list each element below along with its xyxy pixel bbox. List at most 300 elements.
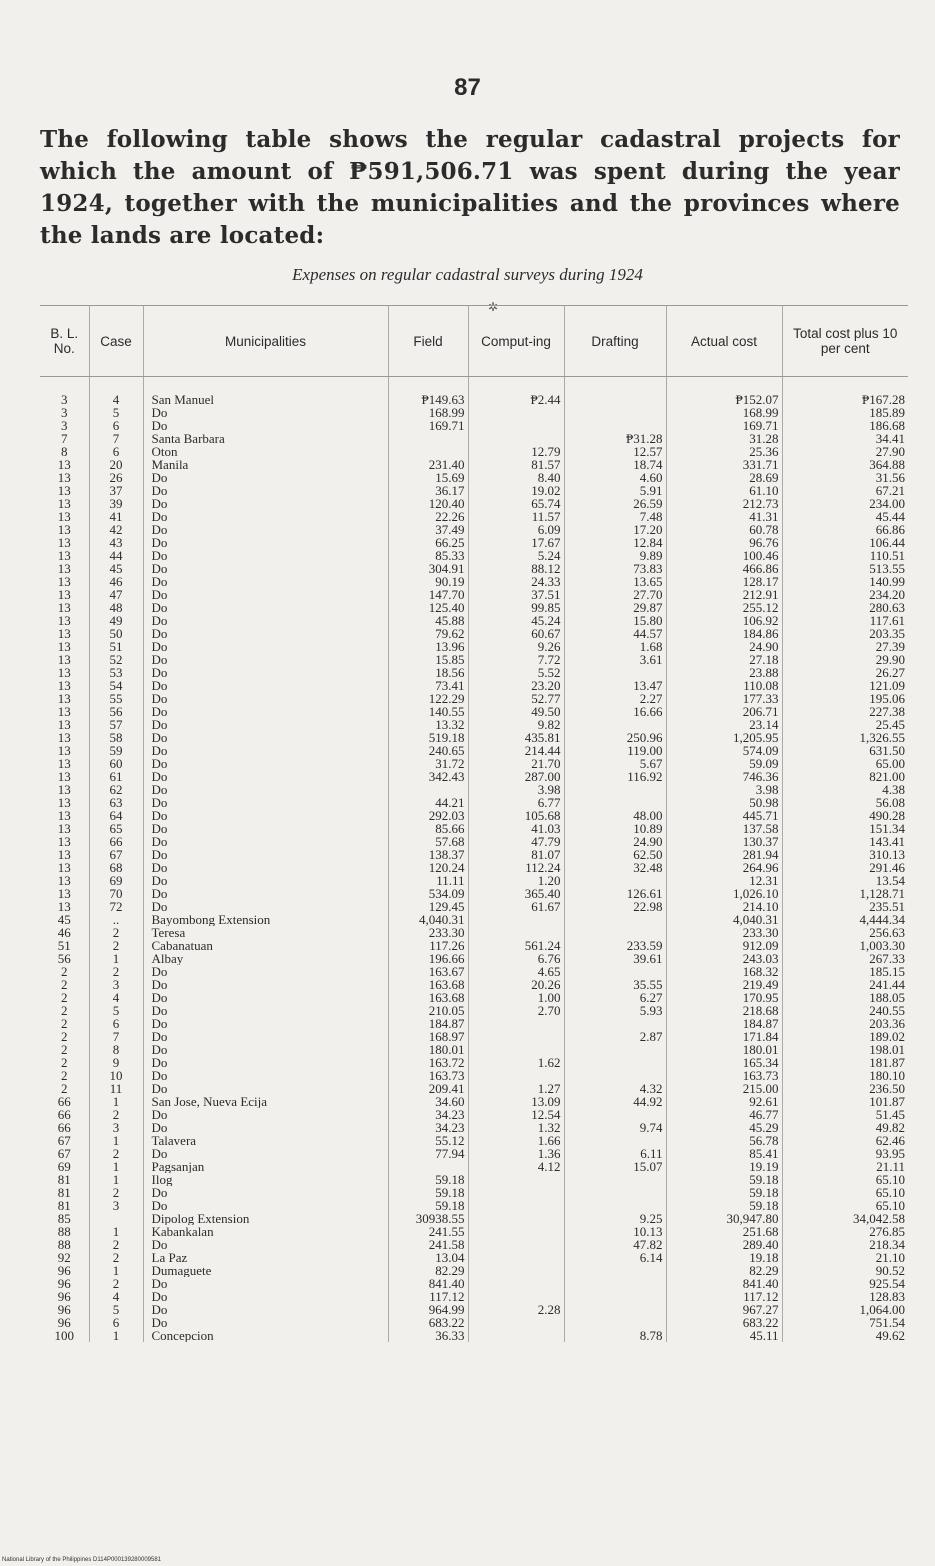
cell-field: 163.67 [388, 965, 468, 978]
header-field: Field [388, 306, 468, 377]
cell-field: 77.94 [388, 1147, 468, 1160]
cell-computing: 1.00 [468, 991, 564, 1004]
cell-municipality: Santa Barbara [143, 432, 388, 445]
table-row [40, 419, 908, 432]
cell-municipality: Do [143, 731, 388, 744]
cell-drafting [564, 1290, 666, 1303]
cell-actual-cost: 27.18 [666, 653, 782, 666]
cell-total-cost: 45.44 [782, 510, 908, 523]
cell-drafting: 24.90 [564, 835, 666, 848]
cell-total-cost: 56.08 [782, 796, 908, 809]
cell-actual-cost: 137.58 [666, 822, 782, 835]
cell-computing [468, 1043, 564, 1056]
cell-actual-cost: 251.68 [666, 1225, 782, 1238]
cell-drafting: 39.61 [564, 952, 666, 965]
cell-total-cost: 218.34 [782, 1238, 908, 1251]
cell-actual-cost: 168.99 [666, 406, 782, 419]
cell-drafting: 10.13 [564, 1225, 666, 1238]
cell-municipality: Do [143, 510, 388, 523]
table-row [40, 1108, 908, 1121]
cell-case: 70 [89, 887, 143, 900]
table-row [40, 900, 908, 913]
cell-case: 2 [89, 1277, 143, 1290]
cell-actual-cost: 130.37 [666, 835, 782, 848]
header-case: Case [89, 306, 143, 377]
cell-drafting [564, 1264, 666, 1277]
cell-bl-no: 13 [57, 523, 71, 536]
cell-actual-cost: 281.94 [666, 848, 782, 861]
cell-municipality: Do [143, 484, 388, 497]
cell-field: 240.65 [388, 744, 468, 757]
cell-case: 5 [89, 1303, 143, 1316]
cell-field: 55.12 [388, 1134, 468, 1147]
cell-field: 13.32 [388, 718, 468, 731]
cell-drafting [564, 1043, 666, 1056]
cell-drafting [564, 419, 666, 432]
cell-actual-cost: 574.09 [666, 744, 782, 757]
cell-total-cost: 49.82 [782, 1121, 908, 1134]
table-row [40, 783, 908, 796]
cell-bl-no: 13 [57, 835, 71, 848]
cell-bl-no: 96 [57, 1264, 71, 1277]
cell-case: 11 [89, 1082, 143, 1095]
cell-case: 2 [89, 965, 143, 978]
cell-case: 63 [89, 796, 143, 809]
cell-total-cost: 267.33 [782, 952, 908, 965]
cell-case: 64 [89, 809, 143, 822]
cell-case: 2 [89, 1147, 143, 1160]
cell-case: 6 [89, 445, 143, 458]
cell-computing [468, 1199, 564, 1212]
cell-field: 59.18 [388, 1173, 468, 1186]
cell-field [388, 432, 468, 445]
header-total-cost: Total cost plus 10 per cent [782, 306, 908, 377]
cell-municipality: Ilog [143, 1173, 388, 1186]
cell-computing: ₱2.44 [468, 377, 564, 407]
cell-computing: 19.02 [468, 484, 564, 497]
cell-municipality: Do [143, 419, 388, 432]
cell-drafting: 119.00 [564, 744, 666, 757]
table-row [40, 1043, 908, 1056]
header-municipalities: Municipalities [143, 306, 388, 377]
cell-total-cost: 140.99 [782, 575, 908, 588]
table-header-row [40, 306, 908, 377]
cell-actual-cost: 3.98 [666, 783, 782, 796]
cell-drafting: 17.20 [564, 523, 666, 536]
cell-total-cost: 203.36 [782, 1017, 908, 1030]
table-row [40, 1160, 908, 1173]
cell-case: 67 [89, 848, 143, 861]
cell-municipality: Do [143, 627, 388, 640]
cell-drafting [564, 718, 666, 731]
cell-drafting [564, 666, 666, 679]
cell-computing: 6.09 [468, 523, 564, 536]
table-row [40, 445, 908, 458]
cell-total-cost: 93.95 [782, 1147, 908, 1160]
cell-total-cost: 29.90 [782, 653, 908, 666]
cell-bl-no: 51 [57, 939, 71, 952]
cell-computing: 4.12 [468, 1160, 564, 1173]
table-row [40, 1212, 908, 1225]
table-row [40, 1134, 908, 1147]
cell-actual-cost: 841.40 [666, 1277, 782, 1290]
cell-field: 138.37 [388, 848, 468, 861]
cell-field: 85.33 [388, 549, 468, 562]
cell-total-cost: 65.10 [782, 1199, 908, 1212]
cell-bl-no: 81 [57, 1199, 71, 1212]
cell-field: 11.11 [388, 874, 468, 887]
cell-drafting: 5.91 [564, 484, 666, 497]
cell-field [388, 783, 468, 796]
cell-drafting: 22.98 [564, 900, 666, 913]
cell-actual-cost: 59.18 [666, 1186, 782, 1199]
cell-case: 10 [89, 1069, 143, 1082]
cell-actual-cost: 171.84 [666, 1030, 782, 1043]
table-row [40, 1173, 908, 1186]
cell-actual-cost: 264.96 [666, 861, 782, 874]
cell-drafting [564, 1056, 666, 1069]
cell-case: 45 [89, 562, 143, 575]
table-row [40, 822, 908, 835]
cell-bl-no: 92 [57, 1251, 71, 1264]
cell-case: 2 [89, 926, 143, 939]
cell-total-cost: 65.10 [782, 1186, 908, 1199]
cell-drafting: 47.82 [564, 1238, 666, 1251]
cell-field [388, 445, 468, 458]
cell-bl-no: 13 [57, 640, 71, 653]
cell-computing: 214.44 [468, 744, 564, 757]
cell-case: 1 [89, 1160, 143, 1173]
cell-drafting: 8.78 [564, 1329, 666, 1342]
table-row [40, 1251, 908, 1264]
cell-municipality: Do [143, 1069, 388, 1082]
cell-actual-cost: 169.71 [666, 419, 782, 432]
cell-total-cost: 364.88 [782, 458, 908, 471]
cell-total-cost: 101.87 [782, 1095, 908, 1108]
cell-computing: 8.40 [468, 471, 564, 484]
cell-drafting: 15.07 [564, 1160, 666, 1173]
cell-actual-cost: 117.12 [666, 1290, 782, 1303]
cell-bl-no: 13 [57, 822, 71, 835]
cell-computing: 12.54 [468, 1108, 564, 1121]
cell-total-cost: 106.44 [782, 536, 908, 549]
cell-field: 180.01 [388, 1043, 468, 1056]
cell-drafting [564, 1134, 666, 1147]
cell-field: 13.04 [388, 1251, 468, 1264]
cell-computing: 4.65 [468, 965, 564, 978]
cell-actual-cost: 683.22 [666, 1316, 782, 1329]
cell-bl-no: 13 [57, 770, 71, 783]
cell-bl-no: 13 [57, 900, 71, 913]
cell-drafting: 10.89 [564, 822, 666, 835]
cell-actual-cost: 219.49 [666, 978, 782, 991]
cell-actual-cost: 255.12 [666, 601, 782, 614]
cell-total-cost: 34,042.58 [782, 1212, 908, 1225]
cell-case [89, 1212, 143, 1225]
cell-bl-no: 13 [57, 471, 71, 484]
cell-total-cost: 49.62 [782, 1329, 908, 1342]
table-body [40, 377, 908, 1343]
cell-case: 3 [89, 1199, 143, 1212]
cell-field: 184.87 [388, 1017, 468, 1030]
cell-computing: 1.32 [468, 1121, 564, 1134]
cell-total-cost: 186.68 [782, 419, 908, 432]
cell-total-cost: 234.00 [782, 497, 908, 510]
cell-municipality: Do [143, 666, 388, 679]
table-row [40, 1017, 908, 1030]
cell-municipality: Bayombong Extension [143, 913, 388, 926]
cell-municipality: Pagsanjan [143, 1160, 388, 1173]
cell-actual-cost: 1,205.95 [666, 731, 782, 744]
cell-drafting: 116.92 [564, 770, 666, 783]
cell-actual-cost: 56.78 [666, 1134, 782, 1147]
cell-total-cost: 291.46 [782, 861, 908, 874]
cell-actual-cost: 1,026.10 [666, 887, 782, 900]
cell-drafting [564, 913, 666, 926]
cell-computing: 65.74 [468, 497, 564, 510]
cell-case: 49 [89, 614, 143, 627]
cell-case: 60 [89, 757, 143, 770]
table-row [40, 432, 908, 445]
cell-case: 44 [89, 549, 143, 562]
cell-field: 37.49 [388, 523, 468, 536]
cell-municipality: Do [143, 1121, 388, 1134]
cell-drafting [564, 926, 666, 939]
cell-case: 1 [89, 1173, 143, 1186]
cell-field: 30938.55 [388, 1212, 468, 1225]
table-row [40, 705, 908, 718]
cell-actual-cost: 177.33 [666, 692, 782, 705]
table-caption: Expenses on regular cadastral surveys during 1924 [292, 265, 643, 284]
cell-drafting: 3.61 [564, 653, 666, 666]
cell-municipality: Oton [143, 445, 388, 458]
cell-case: 50 [89, 627, 143, 640]
cell-case: 1 [89, 1225, 143, 1238]
cell-municipality: Do [143, 1030, 388, 1043]
table-row [40, 1056, 908, 1069]
cell-case: 2 [89, 1108, 143, 1121]
cell-case: 4 [89, 377, 143, 407]
cell-actual-cost: 45.29 [666, 1121, 782, 1134]
table-row [40, 1329, 908, 1342]
cell-drafting [564, 377, 666, 407]
cell-computing: 1.36 [468, 1147, 564, 1160]
cell-field: 292.03 [388, 809, 468, 822]
cell-case: 65 [89, 822, 143, 835]
cell-case: 7 [89, 432, 143, 445]
cell-field: 22.26 [388, 510, 468, 523]
cell-case: 47 [89, 588, 143, 601]
table-row [40, 406, 908, 419]
cell-computing [468, 1069, 564, 1082]
cell-bl-no: 2 [61, 1004, 68, 1017]
cell-municipality: Do [143, 562, 388, 575]
cell-actual-cost: 215.00 [666, 1082, 782, 1095]
cell-actual-cost: 967.27 [666, 1303, 782, 1316]
cell-total-cost: 256.63 [782, 926, 908, 939]
cell-drafting: 32.48 [564, 861, 666, 874]
cell-case: 1 [89, 1264, 143, 1277]
cell-computing [468, 406, 564, 419]
cell-total-cost: 236.50 [782, 1082, 908, 1095]
table-row [40, 913, 908, 926]
cell-total-cost: 27.90 [782, 445, 908, 458]
table-row [40, 510, 908, 523]
cell-bl-no: 88 [57, 1225, 71, 1238]
cell-total-cost: 128.83 [782, 1290, 908, 1303]
cell-drafting: 15.80 [564, 614, 666, 627]
cell-case: 52 [89, 653, 143, 666]
cell-total-cost: 181.87 [782, 1056, 908, 1069]
cell-total-cost: 198.01 [782, 1043, 908, 1056]
cell-total-cost: 821.00 [782, 770, 908, 783]
table-row [40, 377, 908, 407]
cell-field: 57.68 [388, 835, 468, 848]
cell-bl-no: 2 [61, 965, 68, 978]
cell-case: 68 [89, 861, 143, 874]
cell-drafting: 73.83 [564, 562, 666, 575]
cell-computing [468, 1290, 564, 1303]
cell-bl-no: 13 [57, 731, 71, 744]
cell-drafting: 6.27 [564, 991, 666, 1004]
cell-case: 9 [89, 1056, 143, 1069]
table-row [40, 1069, 908, 1082]
cell-field [388, 1160, 468, 1173]
cell-total-cost: 121.09 [782, 679, 908, 692]
cell-case: 54 [89, 679, 143, 692]
cell-computing: 1.27 [468, 1082, 564, 1095]
cell-computing: 37.51 [468, 588, 564, 601]
cell-actual-cost: 912.09 [666, 939, 782, 952]
cell-actual-cost: 106.92 [666, 614, 782, 627]
cell-computing: 6.76 [468, 952, 564, 965]
cell-computing [468, 1238, 564, 1251]
page-number: 87 [454, 74, 481, 101]
cell-municipality: Do [143, 770, 388, 783]
cell-actual-cost: 206.71 [666, 705, 782, 718]
cell-actual-cost: 46.77 [666, 1108, 782, 1121]
cell-actual-cost: 28.69 [666, 471, 782, 484]
cell-field: 73.41 [388, 679, 468, 692]
table-row [40, 939, 908, 952]
cell-actual-cost: 746.36 [666, 770, 782, 783]
table-row [40, 1004, 908, 1017]
cell-computing: 41.03 [468, 822, 564, 835]
cell-municipality: Do [143, 900, 388, 913]
cell-case: 42 [89, 523, 143, 536]
cell-bl-no: 3 [61, 392, 68, 406]
cell-field: 196.66 [388, 952, 468, 965]
cell-case: 1 [89, 1095, 143, 1108]
cell-field: 169.71 [388, 419, 468, 432]
cell-actual-cost: 243.03 [666, 952, 782, 965]
cell-field: 117.26 [388, 939, 468, 952]
table-row [40, 1316, 908, 1329]
cell-field: 15.85 [388, 653, 468, 666]
cell-municipality: Do [143, 1043, 388, 1056]
cell-bl-no: 13 [57, 796, 71, 809]
cell-total-cost: 240.55 [782, 1004, 908, 1017]
cell-case: 56 [89, 705, 143, 718]
cell-case: 37 [89, 484, 143, 497]
cell-bl-no: 8 [61, 445, 68, 458]
table-row [40, 1199, 908, 1212]
cell-total-cost: 117.61 [782, 614, 908, 627]
cell-total-cost: 27.39 [782, 640, 908, 653]
cell-actual-cost: 331.71 [666, 458, 782, 471]
table-row [40, 1082, 908, 1095]
cell-case: 5 [89, 406, 143, 419]
cell-field: 36.17 [388, 484, 468, 497]
cell-case: 3 [89, 978, 143, 991]
cell-bl-no: 2 [61, 1069, 68, 1082]
cell-field: 163.68 [388, 991, 468, 1004]
cell-total-cost: 65.10 [782, 1173, 908, 1186]
table-row [40, 848, 908, 861]
cell-actual-cost: 31.28 [666, 432, 782, 445]
cell-computing [468, 1251, 564, 1264]
table-row [40, 458, 908, 471]
cell-municipality: Do [143, 1056, 388, 1069]
cell-total-cost: 513.55 [782, 562, 908, 575]
table-row [40, 549, 908, 562]
cell-case: 51 [89, 640, 143, 653]
cell-field: 44.21 [388, 796, 468, 809]
cell-field: 59.18 [388, 1186, 468, 1199]
cell-drafting: 6.11 [564, 1147, 666, 1160]
cell-bl-no: 7 [61, 432, 68, 445]
cell-computing: 287.00 [468, 770, 564, 783]
cell-computing: 1.62 [468, 1056, 564, 1069]
cell-case: 58 [89, 731, 143, 744]
cell-bl-no: 13 [57, 458, 71, 471]
table-row [40, 731, 908, 744]
cell-actual-cost: 60.78 [666, 523, 782, 536]
cell-field: 140.55 [388, 705, 468, 718]
cell-municipality: Do [143, 588, 388, 601]
cell-municipality: Do [143, 653, 388, 666]
cell-case: 3 [89, 1121, 143, 1134]
cell-bl-no: 66 [57, 1108, 71, 1121]
table-row [40, 1290, 908, 1303]
cell-field: 304.91 [388, 562, 468, 575]
cell-field: 82.29 [388, 1264, 468, 1277]
cell-total-cost: 31.56 [782, 471, 908, 484]
cell-municipality: Do [143, 861, 388, 874]
cell-drafting: 27.70 [564, 588, 666, 601]
cell-actual-cost: 19.19 [666, 1160, 782, 1173]
table-row [40, 575, 908, 588]
header-drafting: Drafting [564, 306, 666, 377]
cell-municipality: Do [143, 965, 388, 978]
cell-case: 4 [89, 991, 143, 1004]
cell-field: 163.68 [388, 978, 468, 991]
cell-bl-no: 13 [57, 861, 71, 874]
cell-drafting: 35.55 [564, 978, 666, 991]
cell-bl-no: 69 [57, 1160, 71, 1173]
cell-computing: 24.33 [468, 575, 564, 588]
cell-computing: 47.79 [468, 835, 564, 848]
cell-bl-no: 13 [57, 848, 71, 861]
cell-municipality: Do [143, 692, 388, 705]
cell-municipality: Do [143, 718, 388, 731]
cell-municipality: Do [143, 744, 388, 757]
cell-computing: 9.26 [468, 640, 564, 653]
cell-bl-no: 13 [57, 666, 71, 679]
cell-case: 55 [89, 692, 143, 705]
cell-field: 120.24 [388, 861, 468, 874]
cell-total-cost: 66.86 [782, 523, 908, 536]
